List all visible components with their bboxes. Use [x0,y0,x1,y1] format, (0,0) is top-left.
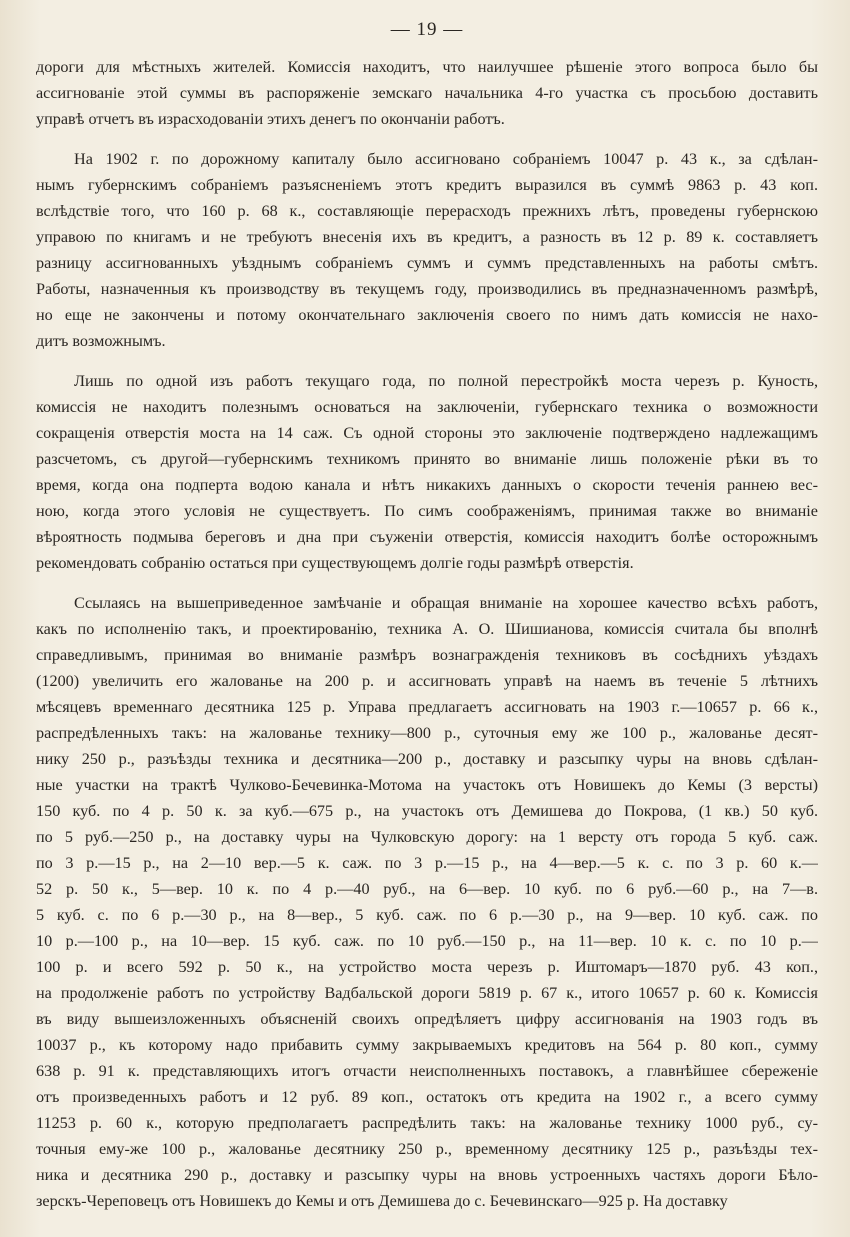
text-line: разсчетомъ, съ другой—губернскимъ техникомъ принято во вниманіе лишь положеніе рѣки въ то [36,450,818,468]
text-line: мѣсяцевъ временнаго десятника 125 р. Управа предлагаетъ ассигновать на 1903 г.—10657 р. 66 к., [36,698,818,716]
text-line: зерскъ-Череповецъ отъ Новишекъ до Кемы и отъ Демишева до с. Бечевинскаго—925 р. На доставку [36,1192,728,1210]
paragraph [36,146,818,354]
text-line: комиссія не находитъ полезнымъ основаться на заключеніи, губернскаго техника о возможности [36,398,818,416]
text-line: распредѣленныхъ такъ: на жалованье технику—800 р., суточныя ему же 100 р., жалованье десят- [36,724,818,742]
text-line: дороги для мѣстныхъ жителей. Комиссія находитъ, что наилучшее рѣшеніе этого вопроса было бы [36,58,818,76]
paragraph [36,590,818,1214]
text-line: время, когда она подперта водою канала и нѣтъ никакихъ данныхъ о скорости теченія раннею вес- [36,476,818,494]
text-line: ника и десятника 290 р., доставку и разсыпку чуры на вновь устроенныхъ частяхъ дороги Бѣло- [36,1166,818,1184]
text-line: 10037 р., къ которому надо прибавить сумму закрываемыхъ кредитовъ на 564 р. 80 коп., сумму [36,1036,818,1054]
text-line: ною, когда этого условія не существуетъ. По симъ соображеніямъ, принимая также во вниманіе [36,502,818,520]
text-line: но еще не закончены и потому окончательнаго заключенія своего по нимъ дать комиссія не нахо- [36,306,818,324]
text-line: вѣроятность подмыва береговъ и дна при съуженіи отверстія, комиссія находитъ болѣе осторожнымъ [36,528,818,546]
text-line: 638 р. 91 к. представляющихъ итогъ отчасти неисполненныхъ поставокъ, а главнѣйшее сбереженіе [36,1062,818,1080]
text-line: 10 р.—100 р., на 10—вер. 15 куб. саж. по 10 руб.—150 р., на 11—вер. 10 к. с. по 10 р.— [36,932,818,950]
text-line: Лишь по одной изъ работъ текущаго года, по полной перестройкѣ моста черезъ р. Куность, [74,372,818,390]
text-line: справедливымъ, принимая во вниманіе размѣръ вознагражденія техниковъ въ сосѣднихъ уѣздахъ [36,646,818,664]
text-line: Работы, назначенныя къ производству въ текущемъ году, производились въ предназначенномъ размѣрѣ, [36,280,818,298]
text-line: 52 р. 50 к., 5—вер. 10 к. по 4 р.—40 руб., на 6—вер. 10 куб. по 6 руб.—60 р., на 7—в. [36,880,818,898]
text-line: какъ по исполненію такъ, и проектированію, техника А. О. Шишианова, комиссія считала бы вполнѣ [36,620,818,638]
text-line: дитъ возможнымъ. [36,332,166,350]
page-number: — 19 — [390,19,464,40]
text-line: 11253 р. 60 к., которую предполагаетъ распредѣлить такъ: на жалованье технику 1000 руб., су- [36,1114,818,1132]
text-line: на продолженіе работъ по устройству Вадбальской дороги 5819 р. 67 к., итого 10657 р. 60 к. Комиссія [36,984,818,1002]
text-line: отъ произведенныхъ работъ и 12 руб. 89 коп., остатокъ отъ кредита на 1902 г., а всего сумму [36,1088,818,1106]
paragraph [36,368,818,576]
text-line: точныя ему-же 100 р., жалованье десятнику 250 р., временному десятнику 125 р., разъѣзды тех- [36,1140,818,1158]
text-line: въ виду вышеизложенныхъ объясненій своихъ опредѣляетъ цифру ассигнованія на 1903 годъ въ [36,1010,818,1028]
text-line: (1200) увеличить его жалованье на 200 р. и ассигновать управѣ на наемъ въ теченіе 5 лѣтнихъ [36,672,818,690]
text-line: вслѣдствіе того, что 160 р. 68 к., составляющіе перерасходъ прежнихъ лѣтъ, проведены губернскою [36,202,818,220]
body-text [36,54,818,1214]
text-line: разницу ассигнованныхъ уѣзднымъ собраніемъ суммъ и суммъ представленныхъ на работы смѣтъ. [36,254,818,272]
text-line: 100 р. и всего 592 р. 50 к., на устройство моста черезъ р. Иштомаръ—1870 руб. 43 коп., [36,958,818,976]
text-line: управою по книгамъ и не требуютъ внесенія ихъ въ кредитъ, а разность въ 12 р. 89 к. составляетъ [36,228,818,246]
text-line: рекомендовать собранію остаться при существующемъ долгіе годы размѣрѣ отверстія. [36,554,634,572]
text-line: На 1902 г. по дорожному капиталу было ассигновано собраніемъ 10047 р. 43 к., за сдѣлан- [74,150,818,168]
text-line: нику 250 р., разъѣзды техника и десятника—200 р., доставку и разсыпку чуры на вновь сдѣлан- [36,750,818,768]
text-line: нымъ губернскимъ собраніемъ разъясненіемъ этотъ кредитъ выразился въ суммѣ 9863 р. 43 коп. [36,176,818,194]
text-line: Ссылаясь на вышеприведенное замѣчаніе и обращая вниманіе на хорошее качество всѣхъ работъ, [74,594,818,612]
text-line: ассигнованіе этой суммы въ распоряженіе земскаго начальника 4-го участка съ просьбою доставить [36,84,818,102]
text-line: по 5 руб.—250 р., на доставку чуры на Чулковскую дорогу: на 1 версту отъ города 5 куб. саж. [36,828,818,846]
text-line: 150 куб. по 4 р. 50 к. за куб.—675 р., на участокъ отъ Демишева до Покрова, (1 кв.) 50 куб. [36,802,818,820]
paragraph [36,54,818,132]
text-line: сокращенія отверстія моста на 14 саж. Съ одной стороны это заключеніе подтверждено надлежащимъ [36,424,818,442]
text-line: по 3 р.—15 р., на 2—10 вер.—5 к. саж. по 3 р.—15 р., на 4—вер.—5 к. с. по 3 р. 60 к.— [36,854,818,872]
text-line: ные участки на трактѣ Чулково-Бечевинка-Мотома на участокъ отъ Новишекъ до Кемы (3 версты) [36,776,818,794]
text-line: управѣ отчетъ въ израсходованіи этихъ денегъ по окончаніи работъ. [36,110,505,128]
text-line: 5 куб. с. по 6 р.—30 р., на 8—вер., 5 куб. саж. по 6 р.—30 р., на 9—вер. 10 куб. саж. по [36,906,818,924]
